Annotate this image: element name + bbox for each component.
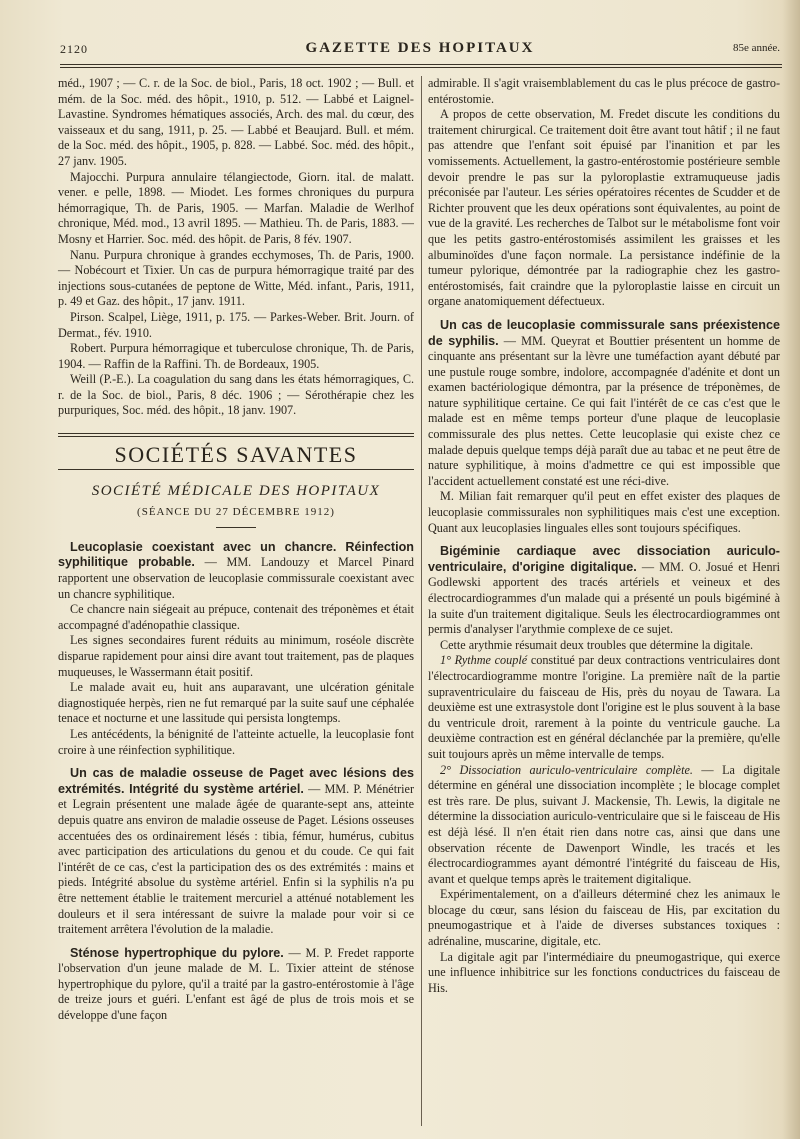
article-paragraph: A propos de cette observation, M. Fredet discute les conditions du traitement chirurgical. Ce traitement doit être avant tout hâtif ; il ne faut pas attendre que l'enfant soit épuisé par l'inanition et par les vomissements. Actuellement, la gastro-entérostomie postérieure semble devoir prendre le pas sur la pyloroplastie extramuqueuse jadis préconisée par l'auteur. Les séries opératoires récentes de Scudder et de Richter prouvent que les deux opérations sont équivalentes, au point de vue de la gravité. Les recherches de Talbot sur le métabolisme font voir que les petits gastro-entérostomisés assimilent les graisses et les albuminoïdes d'une façon normale. La persistance indéfinie de la tumeur pylorique, démontrée par la radiographie chez les gastro-entérostomisés, fait craindre que la pyloroplastie laisse en circuit un organe anatomiquement défectueux. <box>428 107 780 309</box>
article-heading: Un cas de leucoplasie commissurale sans préexistence de syphilis. <box>428 317 780 348</box>
reference-paragraph: Weill (P.-E.). La coagulation du sang dans les états hémorragiques, C. r. de la Soc. de biol., Paris, 8 déc. 1906 ; — Sérothérapie chez les purpuriques, Soc. méd. des hôpit., 18 janv. 1907. <box>58 372 414 418</box>
article-leucoplasie-sans-syphilis <box>428 318 780 490</box>
article-paragraph <box>428 653 780 762</box>
subheading-italic: 1° Rythme couplé <box>440 653 528 668</box>
header-rule <box>60 64 782 68</box>
article-paragraph: Ce chancre nain siégeait au prépuce, contenait des tréponèmes et était accompagné d'adénopathie classique. <box>58 602 414 632</box>
article-paragraph: Cette arythmie résumait deux troubles que détermine la digitale. <box>440 637 754 652</box>
short-rule <box>216 527 256 528</box>
article-paragraph: Expérimentalement, on a d'ailleurs déterminé chez les animaux le blocage du cœur, sans lésion du faisceau de His, par excitation du pneumogastrique et à l'aide de diverses substances toxiques : adrénaline, muscarine, digitale, etc. <box>428 887 780 949</box>
article-paragraph: M. Milian fait remarquer qu'il peut en effet exister des plaques de leucoplasie commissurales non syphilitiques mais c'est une exception. Quant aux leucoplasies linguales elles sont toujours spécifiques. <box>428 489 780 535</box>
article-paragraph <box>428 763 780 888</box>
article-text: — MM. P. Ménétrier et Legrain présentent une malade âgée de quarante-sept ans, atteinte depuis quatre ans environ de maladie osseuse de Paget. Lésions osseuses accentuées des os ordinairement lésés : tibia, fémur, humérus, cubitus avec participation des articulations du genou et du coude. Ce qui fait l'intérêt de ce cas, c'est la participation des os des extrémités : mains et pieds. Intégrité absolue du système artériel. Enfin si la syphilis n'a pu être nettement établie le traitement mercuriel a atténué notablement les douleurs et il sera intéressant de suivre la malade pour voir si ce traitement arrêtera l'évolution de la maladie. <box>58 781 414 937</box>
article-text: — La digitale détermine en général une dissociation incomplète ; le blocage complet est très rare. De plus, suivant J. Mackensie, Th. Lewis, la digitale ne détermine la dissociation auriculo-ventriculaire que si le faisceau de His est déjà lésé. Il n'en était rien dans notre cas, ainsi que dans une observation récente de Dawenport Windle, les tracés et les électrocardiogrammes ayant démontré l'intégrité du faisceau de His, avant et quelque temps après le traitement digitalique. <box>428 762 780 886</box>
subheading-italic: 2° Dissociation auriculo-ventriculaire complète. <box>440 762 693 777</box>
right-column <box>428 76 780 996</box>
reference-paragraph: Robert. Purpura hémorragique et tuberculose chronique, Th. de Paris, 1904. — Raffin de la Raffini. Th. de Bordeaux, 1905. <box>58 341 414 371</box>
section-title: SOCIÉTÉS SAVANTES <box>114 442 358 468</box>
article-paragraph: La digitale agit par l'intermédiaire du pneumogastrique, qui exerce une influence inhibitrice sur les fonctions conductrices du faisceau de His. <box>428 949 780 995</box>
page-header <box>60 40 780 62</box>
reference-paragraph: Nanu. Purpura chronique à grandes ecchymoses, Th. de Paris, 1900. — Nobécourt et Tixier. Un cas de purpura hémorragique traité par des injections sous-cutanées de peptone de Witte, Méd. infant., Paris, 1911, p. 49 et Gaz. des hôpit., 17 janv. 1911. <box>58 247 414 309</box>
column-divider <box>421 76 422 1126</box>
article-leucoplasie-chancre <box>58 540 414 602</box>
reference-paragraph: Pirson. Scalpel, Liège, 1911, p. 175. — Parkes-Weber. Brit. Journ. of Dermat., fév. 1910. <box>58 309 414 340</box>
article-bigeminie <box>428 544 780 638</box>
article-text: — MM. Landouzy et Marcel Pinard rapportent une observation de leucoplasie commissurale coexistant avec un chancre syphilitique. <box>58 555 415 601</box>
article-stenose-pylore <box>58 946 414 1024</box>
article-paragraph: Le malade avait eu, huit ans auparavant, une ulcération génitale diagnostiquée herpès, rien ne fut remarqué par la suite sauf une céphalée tenace et nocturne et une lassitude qui persista longtemps. <box>58 680 414 726</box>
year-label: 85e année. <box>732 42 780 54</box>
article-paragraph: admirable. Il s'agit vraisemblablement du cas le plus précoce de gastro-entérostomie. <box>428 76 780 106</box>
article-paget <box>58 766 414 938</box>
page-edge-shadow <box>782 0 800 1139</box>
section-rule <box>58 469 414 470</box>
article-paragraph: Les antécédents, la bénignité de l'atteinte actuelle, la leucoplasie font croire à une réinfection syphilitique. <box>58 726 414 757</box>
article-heading: Leucoplasie coexistant avec un chancre. Réinfection syphilitique probable. <box>58 539 414 570</box>
article-heading: Bigéminie cardiaque avec dissociation auriculo-ventriculaire, d'origine digitalique. <box>428 544 780 574</box>
article-heading: Sténose hypertrophique du pylore. <box>70 945 284 960</box>
left-column <box>58 76 414 1024</box>
article-text: — MM. O. Josué et Henri Godlewski apportent des tracés artériels et veineux et des électrocardiogrammes d'un malade qui a présenté un pouls bigéminé à la suite d'un traitement digitalique. Seuls les électrocardiogrammes ont permis d'analyser l'arythmie complexe de ce sujet. <box>428 559 780 637</box>
society-title: SOCIÉTÉ MÉDICALE DES HOPITAUX <box>91 482 381 499</box>
reference-paragraph: Majocchi. Purpura annulaire télangiectode, Giorn. ital. de malatt. vener. e pelle, 1898. — Miodet. Les formes chroniques du purpura hémorragique, Th. de Paris, 1905. — Marfan. Maladie de Werlhof chronique, Méd. mod., 13 avril 1895. — Mathieu. Th. de Paris, 1883. — Mosny et Harrier. Soc. méd. des hôpit. de Paris, 8 fév. 1907. <box>58 169 414 246</box>
article-text: — M. P. Fredet rapporte l'observation d'un jeune malade de M. L. Tixier atteint de sténose hypertrophique du pylore, qu'il a traité par la gastro-entérostomie à l'âge de treize jours et guéri. L'enfant est âgé de plus de trois mois et se développe d'une façon <box>58 945 414 1023</box>
article-paragraph: Les signes secondaires furent réduits au minimum, roséole discrète disparue rapidement pour ainsi dire avant tout traitement, pas de plaques muqueuses, le Wassermann était positif. <box>58 633 414 679</box>
section-rule <box>58 433 414 437</box>
reference-paragraph: méd., 1907 ; — C. r. de la Soc. de biol., Paris, 18 oct. 1902 ; — Bull. et mém. de la Soc. méd. des hôpit., 1910, p. 512. — Labbé et Laignel-Lavastine. Syndromes hématiques associés, Arch. des mal. du cœur, des vaisseaux et du sang, 1911, p. 25. — Labbé et Beaujard. Bull. et mém. de la Soc. méd. des hôpit., 1905, p. 828. — Labbé. Soc. méd. des hôpit., 27 janv. 1905. <box>58 76 414 168</box>
article-heading: Un cas de maladie osseuse de Paget avec lésions des extrémités. Intégrité du système artériel. <box>58 766 414 796</box>
journal-title: GAZETTE DES HOPITAUX <box>305 40 535 56</box>
article-text: constitué par deux contractions ventriculaires dont l'électrocardiogramme montre l'origine. La première naît de la partie supraventriculaire du faisceau de His, près du noyau de Tawara. La deuxième est une extrasystole dont l'origine est le plus souvent à la base du ventricule droit, rarement à la pointe du ventricule gauche. La deuxième contraction est en général déclanchée par la première, qu'elle suit toujours après un même intervalle de temps. <box>428 653 781 761</box>
article-text: — MM. Queyrat et Bouttier présentent un homme de cinquante ans présentant sur la lèvre une tuméfaction ayant débuté par une pustule rouge sombre, indolore, accompagnée d'adénite et dont un examen bactériologique démontra, par la présence de tréponèmes, de nature syphilitique certaine. Ce qui fait l'intérêt de ce cas c'est que le malade est en même temps porteur d'une plaque de leucoplasie commissurale des plus nettes. Cette leucoplasie qui existe chez ce malade depuis quelque temps déjà paraît due au tabac et ne peut être de nature syphilitique, à moins d'admettre ce qui est impossible que l'accident actuellement constaté est une réci-dive. <box>428 333 780 488</box>
session-date: (SÉANCE DU 27 DÉCEMBRE 1912) <box>137 506 335 519</box>
page-number: 2120 <box>60 42 88 56</box>
